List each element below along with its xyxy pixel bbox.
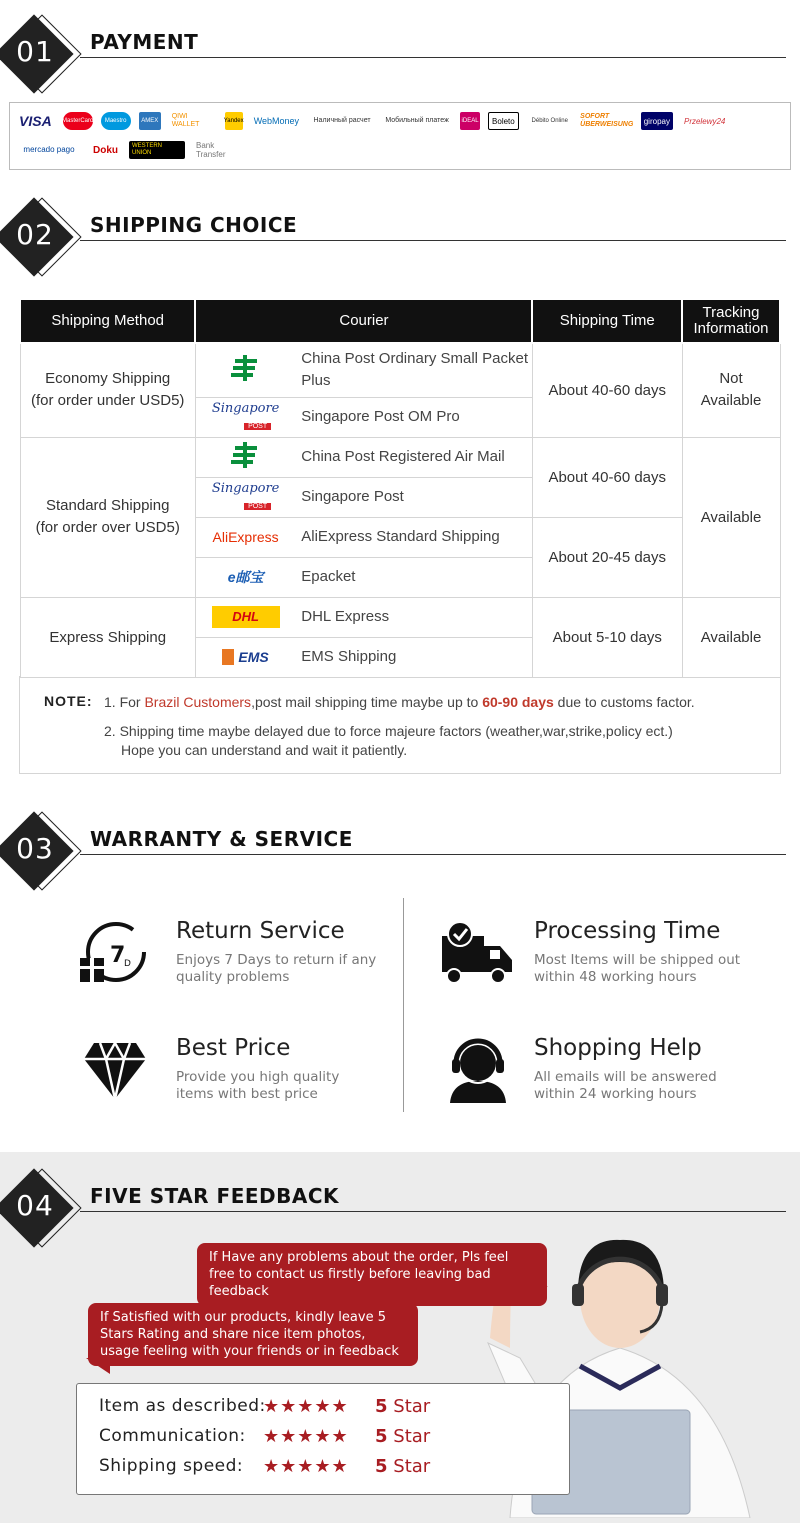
section-badge (0, 20, 86, 100)
warranty-description: Provide you high quality items with best price (176, 1069, 340, 1102)
rating-value: 5 Star (375, 1396, 431, 1417)
note-line-2: 2. Shipping time maybe delayed due to force majeure factors (weather,war,strike,policy ect.) (104, 723, 673, 739)
epacket-logo (195, 557, 295, 597)
warranty-description: Enjoys 7 Days to return if any quality problems (176, 952, 377, 985)
courier-name: Epacket (295, 557, 532, 597)
method-standard (20, 437, 195, 597)
western-union-logo: WESTERN UNION (129, 141, 185, 159)
cash-payment-logo: Наличный расчет (313, 117, 371, 124)
warranty-description: All emails will be answered within 24 working hours (534, 1069, 717, 1102)
section-badge (0, 817, 86, 897)
delivery-truck-icon (438, 918, 508, 988)
sofort-logo: SOFORT ÜBERWEISUNG (580, 113, 634, 128)
tracking-status: Available (682, 437, 780, 597)
svg-text:D: D (124, 959, 131, 969)
courier-name: AliExpress Standard Shipping (295, 517, 532, 557)
section-number: 04 (16, 1189, 54, 1222)
przelewy24-logo: Przelewy24 (683, 116, 726, 126)
courier-name: EMS Shipping (295, 637, 532, 677)
shipping-time: About 20-45 days (532, 517, 682, 597)
payment-row-1 (16, 112, 728, 130)
shipping-time: About 40-60 days (532, 437, 682, 517)
china-post-icon (231, 355, 261, 381)
courier-name: Singapore Post (295, 477, 532, 517)
logo-text: EMS (222, 649, 268, 665)
section-number: 03 (16, 832, 54, 865)
five-stars-icon: ★★★★★ (263, 1456, 349, 1476)
logo-text: Singapore (211, 480, 280, 496)
table-row (20, 343, 780, 397)
return-service (80, 918, 410, 998)
warranty-description: Most Items will be shipped out within 48 working hours (534, 952, 741, 985)
amex-logo: AMEX (139, 112, 161, 130)
header-shipping-time: Shipping Time (532, 299, 682, 343)
five-stars-icon: ★★★★★ (263, 1426, 349, 1446)
courier-name: China Post Ordinary Small Packet Plus (295, 343, 532, 397)
method-label: Economy Shipping (45, 370, 171, 388)
divider (80, 240, 786, 241)
aliexpress-logo (195, 517, 295, 557)
return-7-days-icon (80, 918, 150, 988)
tracking-status: Not Available (682, 343, 780, 437)
webmoney-logo: WebMoney (253, 115, 300, 126)
china-post-logo (195, 437, 295, 477)
best-price (80, 1035, 410, 1115)
divider (403, 898, 404, 1112)
bubble-tail (86, 1358, 110, 1374)
note-line-1: 1. For Brazil Customers,post mail shipping time maybe up to 60-90 days due to customs factor. (104, 694, 695, 710)
mercado-pago-logo: mercado pago (23, 145, 75, 154)
china-post-logo (195, 343, 295, 397)
note-label: NOTE: (44, 693, 93, 709)
warranty-title: Processing Time (534, 918, 721, 944)
svg-text:7: 7 (110, 943, 126, 968)
mastercard-logo: MasterCard (63, 112, 93, 130)
warranty-title: Return Service (176, 918, 345, 944)
rating-value: 5 Star (375, 1456, 431, 1477)
divider (80, 57, 786, 58)
shipping-table (19, 298, 781, 678)
divider (80, 854, 786, 855)
section-number: 01 (16, 35, 54, 68)
method-economy (20, 343, 195, 437)
feedback-bubble-problems: If Have any problems about the order, Pls feel free to contact us firstly before leaving bad feedback (197, 1243, 547, 1306)
singapore-post-logo (195, 397, 295, 437)
payment-methods-box (9, 102, 791, 170)
mobile-payment-logo: Мобильный платеж (385, 117, 449, 124)
shipping-note (19, 676, 781, 774)
shipping-time: About 40-60 days (532, 343, 682, 437)
method-label: Standard Shipping (46, 497, 170, 514)
rating-value: 5 Star (375, 1426, 431, 1447)
section-header-shipping (0, 203, 800, 283)
section-header-payment (0, 20, 800, 100)
divider (80, 1211, 786, 1212)
shopping-help (438, 1035, 768, 1115)
feedback-bubble-satisfied: If Satisfied with our products, kindly leave 5 Stars Rating and share nice item photos, usage feeling with your friends or in feedback (88, 1303, 418, 1366)
section-badge (0, 1174, 86, 1254)
table-row (20, 437, 780, 477)
method-sublabel: (for order over USD5) (35, 519, 180, 536)
doku-logo: Doku (93, 144, 118, 156)
yandex-logo: Yandex (225, 112, 243, 130)
maestro-logo: Maestro (101, 112, 131, 130)
five-stars-icon: ★★★★★ (263, 1396, 349, 1416)
courier-name: China Post Registered Air Mail (295, 437, 532, 477)
note-line-3: Hope you can understand and wait it patiently. (121, 742, 408, 758)
boleto-logo: Boleto (488, 112, 519, 130)
bubble-tail (520, 1286, 548, 1300)
section-title: PAYMENT (90, 30, 199, 54)
logo-text: POST (244, 423, 271, 430)
method-express: Express Shipping (20, 597, 195, 677)
diamond-icon (80, 1035, 150, 1105)
rating-label: Communication: (99, 1426, 246, 1446)
table-row (20, 597, 780, 637)
header-tracking: Tracking Information (682, 299, 780, 343)
header-courier: Courier (195, 299, 532, 343)
rating-label: Item as described: (99, 1396, 266, 1416)
warranty-title: Shopping Help (534, 1035, 702, 1061)
visa-logo: VISA (19, 112, 52, 129)
customer-support-icon (438, 1035, 508, 1105)
payment-row-2 (16, 141, 243, 159)
logo-text: AliExpress (212, 528, 279, 545)
method-sublabel: (for order under USD5) (31, 392, 185, 410)
bank-transfer-logo: Bank Transfer (196, 141, 226, 159)
section-badge (0, 203, 86, 283)
qiwi-logo: QIWI WALLET (171, 113, 200, 128)
courier-name: DHL Express (295, 597, 532, 637)
section-number: 02 (16, 218, 54, 251)
rating-box (76, 1383, 570, 1495)
rating-label: Shipping speed: (99, 1456, 244, 1476)
logo-text: e邮宝 (227, 569, 264, 585)
section-title: SHIPPING CHOICE (90, 213, 298, 237)
section-header-warranty (0, 817, 800, 897)
courier-name: Singapore Post OM Pro (295, 397, 532, 437)
logo-text: POST (244, 503, 271, 510)
tracking-status: Available (682, 597, 780, 677)
ideal-logo: iDEAL (460, 112, 480, 130)
warranty-title: Best Price (176, 1035, 291, 1061)
processing-time (438, 918, 768, 998)
dhl-logo (195, 597, 295, 637)
singapore-post-logo (195, 477, 295, 517)
ems-logo (195, 637, 295, 677)
section-title: FIVE STAR FEEDBACK (90, 1184, 340, 1208)
giropay-logo: giropay (641, 112, 673, 130)
shipping-time: About 5-10 days (532, 597, 682, 677)
header-shipping-method: Shipping Method (20, 299, 195, 343)
section-title: WARRANTY & SERVICE (90, 827, 353, 851)
debito-online-logo: Débito Online (531, 117, 568, 124)
logo-text: DHL (212, 606, 280, 628)
china-post-icon (231, 442, 261, 468)
logo-text: Singapore (211, 400, 280, 416)
